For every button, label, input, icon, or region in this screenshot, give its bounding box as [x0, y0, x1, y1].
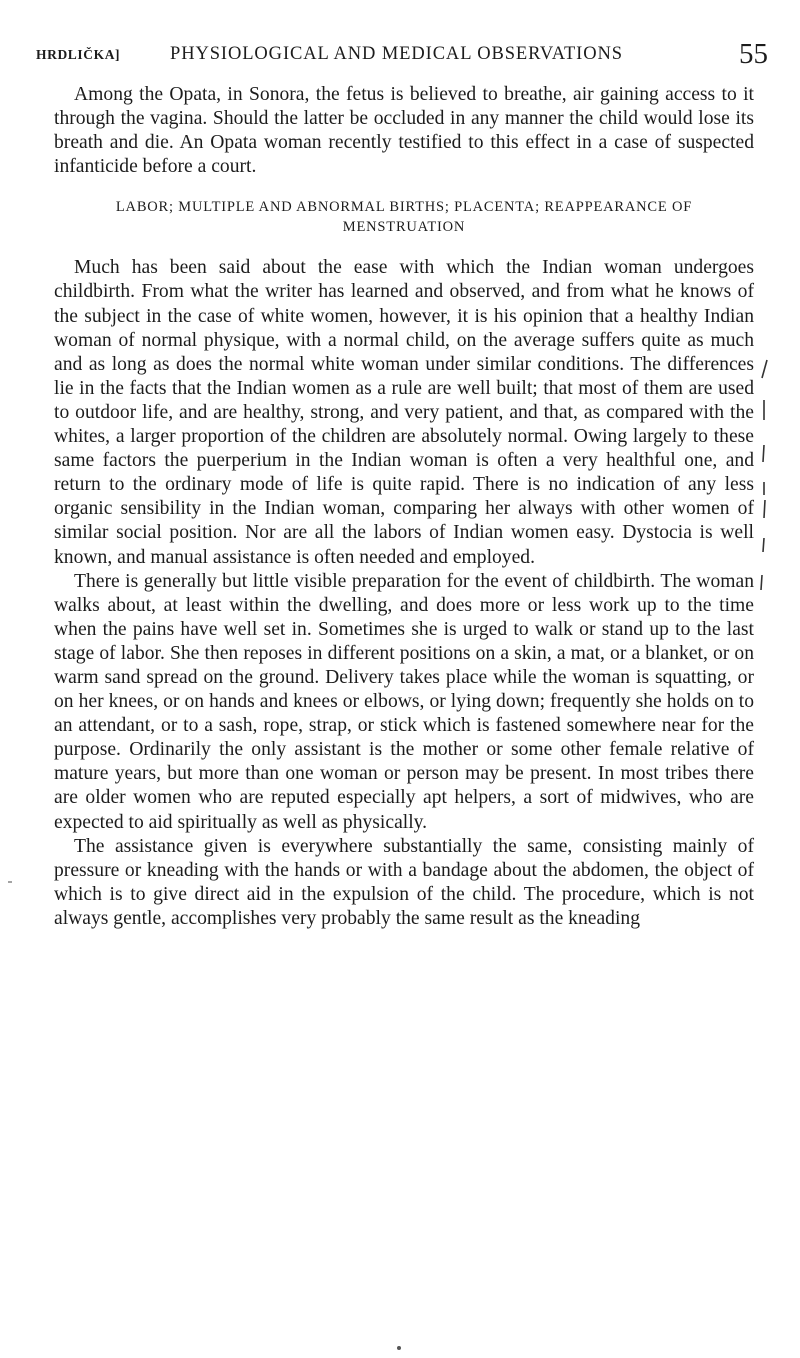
header-author: HRDLIČKA] — [36, 47, 121, 62]
header-running-title: PHYSIOLOGICAL AND MEDICAL OBSERVATIONS — [170, 44, 623, 64]
paragraph-ease-of-childbirth: Much has been said about the ease with which the Indian woman undergoes childbirth. From what the writer has learned and observed, and from what he knows of the subject in the case of white women, however, it is his opinion that a healthy Indian woman of normal physique, with a normal child, on the average suffers quite as much and as long as does the normal white woman under similar conditions. The differences lie in the facts that the Indian women as a rule are well built; that most of them are used to outdoor life, and are healthy, strong, and very patient, and that, as compared with the whites, a larger proportion of the children are absolutely normal. Owing largely to these same factors the puerperium in the Indian woman is often a very healthful one, and return to the ordinary mode of life is quite rapid. There is no indication of any less organic sensibility in the Indian woman, comparing her always with other women of similar social position. Nor are all the labors of Indian women easy. Dystocia is well known, and manual assistance is often needed and employed. — [54, 257, 754, 568]
body-text — [54, 83, 754, 931]
paragraph-opata-fetus: Among the Opata, in Sonora, the fetus is believed to breathe, air gaining access to it through the vagina. Should the latter be occluded in any manner the child would lose its breath and die. An Opata woman recently testified to this effect in a case of suspected infanticide before a court. — [54, 84, 754, 178]
page-number: 55 — [739, 38, 768, 70]
paragraph-assistance: The assistance given is everywhere substantially the same, consisting mainly of pressure or kneading with the hands or with a bandage about the abdomen, the object of which is to give direct aid in the expulsion of the child. The procedure, which is not always gentle, accomplishes very probably the same result as the kneading — [54, 835, 754, 929]
paragraph-preparation: There is generally but little visible preparation for the event of childbirth. The woman walks about, at least within the dwelling, and does more or less work up to the time when the pains have well set in. Sometimes she is urged to walk or stand up to the last stage of labor. She then reposes in different positions on a skin, a mat, or a blanket, or on warm sand spread on the ground. Delivery takes place while the woman is squatting, or on her knees, or on hands and knees or elbows, or lying down; frequently she holds on to an attendant, or to a sash, rope, strap, or stick which is fastened somewhere near for the purpose. Ordinarily the only assistant is the mother or some other female relative of mature years, but more than one woman or person may be present. In most tribes there are older women who are reputed especially apt helpers, a sort of midwives, who are expected to aid spiritually as well as physically. — [54, 570, 754, 833]
stray-mark — [397, 1346, 401, 1350]
section-heading: LABOR; MULTIPLE AND ABNORMAL BIRTHS; PLACENTA; REAPPEARANCE OF MENSTRUATION — [115, 199, 693, 236]
running-header — [36, 38, 768, 74]
